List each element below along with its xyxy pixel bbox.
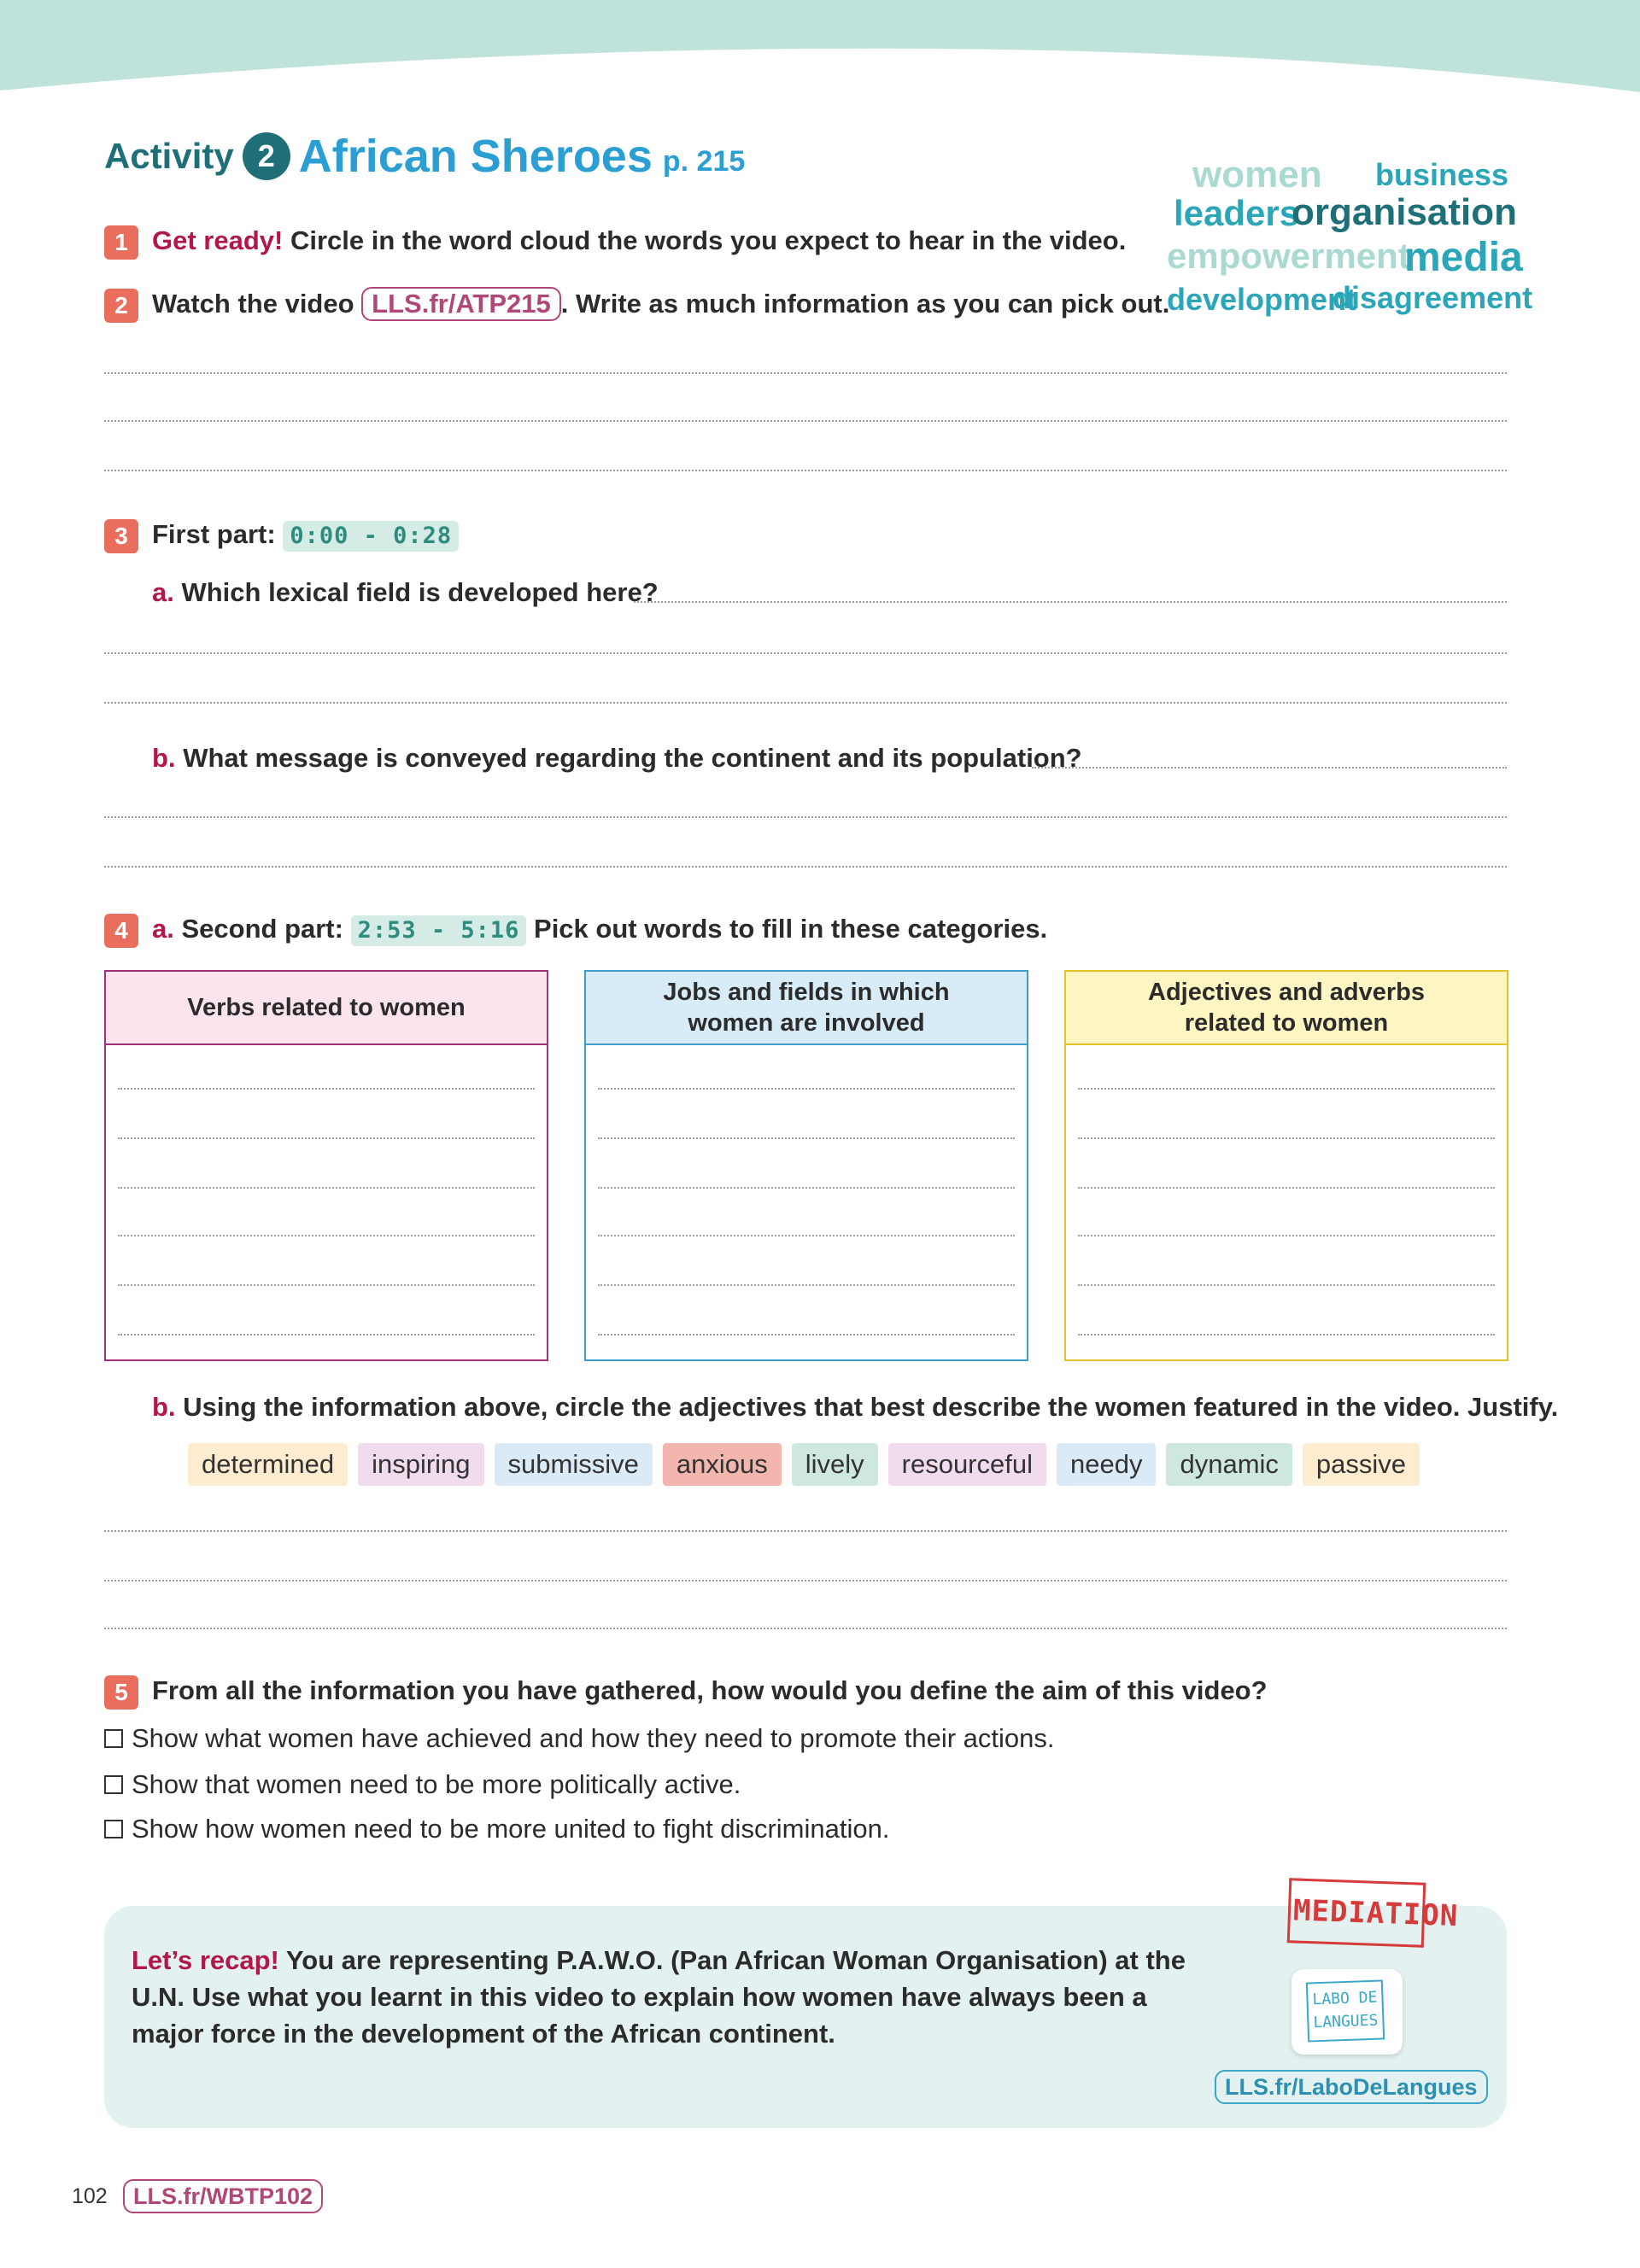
question-4b-text: b. Using the information above, circle the adjectives that best describe the women featured in the video. Justify. <box>152 1392 1559 1422</box>
answer-line[interactable] <box>598 1284 1015 1286</box>
question-3a-text: a. Which lexical field is developed here? <box>152 577 659 607</box>
word-cloud-business[interactable]: business <box>1375 157 1509 192</box>
category-adjectives-box[interactable] <box>1064 970 1508 1361</box>
adjective-chip[interactable]: needy <box>1057 1443 1156 1486</box>
answer-option[interactable]: Show that women need to be more politically active. <box>104 1769 741 1800</box>
word-cloud-leaders[interactable]: leaders <box>1174 193 1300 233</box>
timecode-second-part: 2:53 - 5:16 <box>351 915 527 946</box>
answer-line[interactable] <box>598 1088 1015 1090</box>
activity-number: 2 <box>243 132 290 180</box>
question-2-text: Watch the video LLS.fr/ATP215 . Write as much information as you can pick out. <box>152 287 1169 321</box>
answer-line[interactable] <box>598 1187 1015 1189</box>
timecode-first-part: 0:00 - 0:28 <box>283 521 459 552</box>
labo-logo-text: LABO DE LANGUES <box>1306 1979 1385 2042</box>
video-link[interactable]: LLS.fr/ATP215 <box>361 287 561 321</box>
checkbox[interactable] <box>104 1729 123 1748</box>
answer-line[interactable] <box>1078 1137 1495 1139</box>
word-cloud-development[interactable]: development <box>1167 282 1357 317</box>
category-verbs-header: Verbs related to women <box>106 972 547 1045</box>
category-verbs-box[interactable] <box>104 970 548 1361</box>
word-cloud-organisation[interactable]: organisation <box>1292 191 1518 233</box>
answer-line[interactable] <box>104 420 1507 422</box>
answer-line[interactable] <box>118 1187 535 1189</box>
adjective-chip[interactable]: passive <box>1303 1443 1420 1486</box>
labo-de-langues-link[interactable]: LLS.fr/LaboDeLangues <box>1215 2070 1488 2104</box>
activity-header <box>104 130 745 183</box>
word-cloud-women[interactable]: women <box>1192 154 1322 196</box>
answer-line[interactable] <box>1078 1187 1495 1189</box>
checkbox[interactable] <box>104 1775 123 1794</box>
answer-line[interactable] <box>104 652 1507 654</box>
answer-line[interactable] <box>104 372 1507 374</box>
word-cloud-empowerment[interactable]: empowerment <box>1167 236 1410 276</box>
adjective-chip[interactable]: inspiring <box>358 1443 483 1486</box>
answer-line[interactable] <box>118 1334 535 1336</box>
question-2-badge: 2 <box>104 289 138 323</box>
category-jobs-header: Jobs and fields in which women are involved <box>586 972 1027 1045</box>
adjective-chip[interactable]: resourceful <box>888 1443 1046 1486</box>
answer-line[interactable] <box>1032 767 1507 769</box>
answer-line[interactable] <box>634 601 1507 603</box>
answer-line[interactable] <box>1078 1088 1495 1090</box>
question-5-badge: 5 <box>104 1675 138 1710</box>
answer-line[interactable] <box>598 1334 1015 1336</box>
answer-line[interactable] <box>1078 1235 1495 1236</box>
adjective-chip[interactable]: submissive <box>495 1443 653 1486</box>
recap-text: Let’s recap! You are representing P.A.W.O. (Pan African Woman Organisation) at the U.N. Use what you learnt in this video to explain how women have always been a major force in the development of the African continent. <box>132 1945 1186 2049</box>
word-cloud-media[interactable]: media <box>1404 235 1523 280</box>
mediation-stamp: MEDIATION <box>1292 1878 1421 1947</box>
answer-line[interactable] <box>598 1235 1015 1236</box>
answer-line[interactable] <box>118 1137 535 1139</box>
question-3-badge: 3 <box>104 519 138 553</box>
answer-line[interactable] <box>118 1235 535 1236</box>
answer-line[interactable] <box>118 1088 535 1090</box>
category-adjectives-header: Adjectives and adverbs related to women <box>1066 972 1507 1045</box>
question-4-badge: 4 <box>104 914 138 948</box>
recap-lead: Let’s recap! <box>132 1945 279 1975</box>
adjective-chip[interactable]: determined <box>188 1443 348 1486</box>
activity-label: Activity <box>104 136 234 176</box>
page-number: 102 <box>72 2184 108 2208</box>
answer-line[interactable] <box>118 1284 535 1286</box>
answer-line[interactable] <box>1078 1284 1495 1286</box>
answer-line[interactable] <box>104 470 1507 471</box>
answer-line[interactable] <box>104 816 1507 818</box>
activity-page-ref: p. 215 <box>662 144 746 178</box>
activity-title: African Sheroes <box>298 131 653 182</box>
question-5-text: From all the information you have gathered, how would you define the aim of this video? <box>152 1675 1268 1705</box>
question-4a-text: a. Second part: 2:53 - 5:16 Pick out words to fill in these categories. <box>152 914 1047 946</box>
adjective-chip[interactable]: lively <box>792 1443 878 1486</box>
header-wave <box>0 0 1640 102</box>
adjective-chips <box>188 1443 1420 1486</box>
answer-line[interactable] <box>598 1137 1015 1139</box>
answer-line[interactable] <box>104 1628 1507 1629</box>
question-3b-text: b. What message is conveyed regarding the continent and its population? <box>152 743 1082 773</box>
answer-line[interactable] <box>104 866 1507 868</box>
category-jobs-box[interactable] <box>584 970 1028 1361</box>
answer-line[interactable] <box>104 1530 1507 1532</box>
checkbox[interactable] <box>104 1820 123 1838</box>
answer-option[interactable]: Show how women need to be more united to fight discrimination. <box>104 1814 889 1844</box>
get-ready-label: Get ready! <box>152 225 284 255</box>
answer-option[interactable]: Show what women have achieved and how they need to promote their actions. <box>104 1723 1055 1754</box>
answer-line[interactable] <box>104 1580 1507 1581</box>
answer-line[interactable] <box>1078 1334 1495 1336</box>
labo-de-langues-logo <box>1292 1969 1403 2055</box>
question-1-badge: 1 <box>104 225 138 260</box>
question-1-text: Get ready! Circle in the word cloud the words you expect to hear in the video. <box>152 225 1127 255</box>
answer-line[interactable] <box>104 702 1507 704</box>
word-cloud-disagreement[interactable]: disagreement <box>1332 280 1533 315</box>
footer-link[interactable]: LLS.fr/WBTP102 <box>123 2179 323 2213</box>
adjective-chip[interactable]: dynamic <box>1166 1443 1292 1486</box>
adjective-chip[interactable]: anxious <box>663 1443 782 1486</box>
question-3-text: First part: 0:00 - 0:28 <box>152 519 459 552</box>
